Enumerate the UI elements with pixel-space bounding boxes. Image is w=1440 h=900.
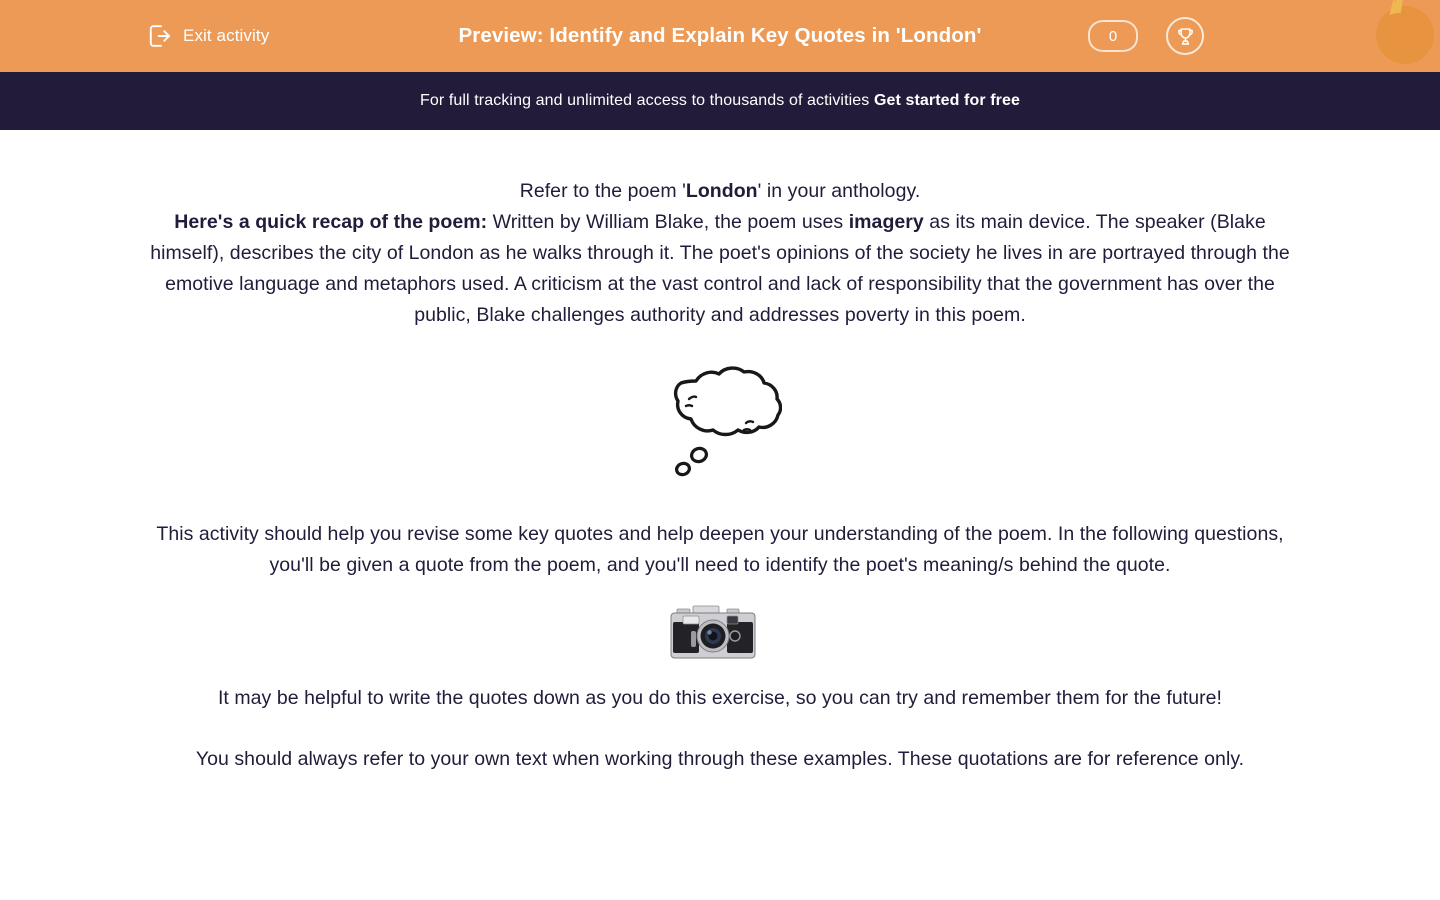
recap-heading: Here's a quick recap of the poem:: [174, 211, 488, 233]
logo-fruit-shape: [1376, 6, 1434, 64]
trophy-icon: [1175, 26, 1196, 47]
intro-prefix: Refer to the poem ': [519, 180, 686, 202]
camera-emoji: [669, 603, 757, 661]
recap-part1: Written by William Blake, the poem uses: [487, 211, 849, 233]
score-value: 0: [1108, 27, 1118, 45]
helpful-paragraph: It may be helpful to write the quotes down as you do this exercise, so you can try and remember them for the future!: [217, 687, 1223, 709]
page-title: Preview: Identify and Explain Key Quotes in 'London': [458, 24, 982, 47]
intro-paragraph: [144, 176, 1296, 207]
thought-bubble-emoji-row: [144, 363, 1296, 481]
recap-part2: as its main device. The speaker (Blake himself), describes the city of London as he walks through it. The poet's opinions of the society he lives in are portrayed through the emotive language and metaphors used. A criticism at the vast control and lack of responsibility that the government has over the public, Blake challenges authority and addresses poverty in this poem.: [150, 211, 1290, 326]
app-header: [0, 0, 1440, 72]
get-started-link[interactable]: Get started for free: [873, 92, 1020, 109]
promo-message-wrapper: [420, 92, 1020, 110]
intro-suffix: ' in your anthology.: [757, 180, 921, 202]
score-counter[interactable]: [1088, 20, 1138, 52]
exit-activity-button[interactable]: [147, 23, 269, 49]
exit-door-arrow-icon: [147, 23, 173, 49]
activity-paragraph: This activity should help you revise some key quotes and help deepen your understanding of the poem. In the following questions, you'll be given a quote from the poem, and you'll need to identify the poet's meaning/s behind the quote.: [156, 523, 1284, 576]
tangerine-logo-icon[interactable]: [1356, 0, 1440, 76]
trophy-button[interactable]: [1166, 17, 1204, 55]
exit-activity-label: Exit activity: [183, 26, 270, 45]
reference-paragraph: You should always refer to your own text when working through these examples. These quotations are for reference only.: [195, 748, 1245, 770]
promo-message: For full tracking and unlimited access to thousands of activities: [420, 92, 870, 109]
recap-paragraph: [144, 207, 1296, 331]
activity-content: [0, 130, 1440, 775]
promo-banner: [0, 72, 1440, 130]
recap-emphasis: imagery: [848, 211, 924, 233]
thought-bubble-emoji: [658, 363, 782, 481]
camera-emoji-row: [130, 603, 1296, 661]
poem-title: London: [685, 180, 758, 202]
